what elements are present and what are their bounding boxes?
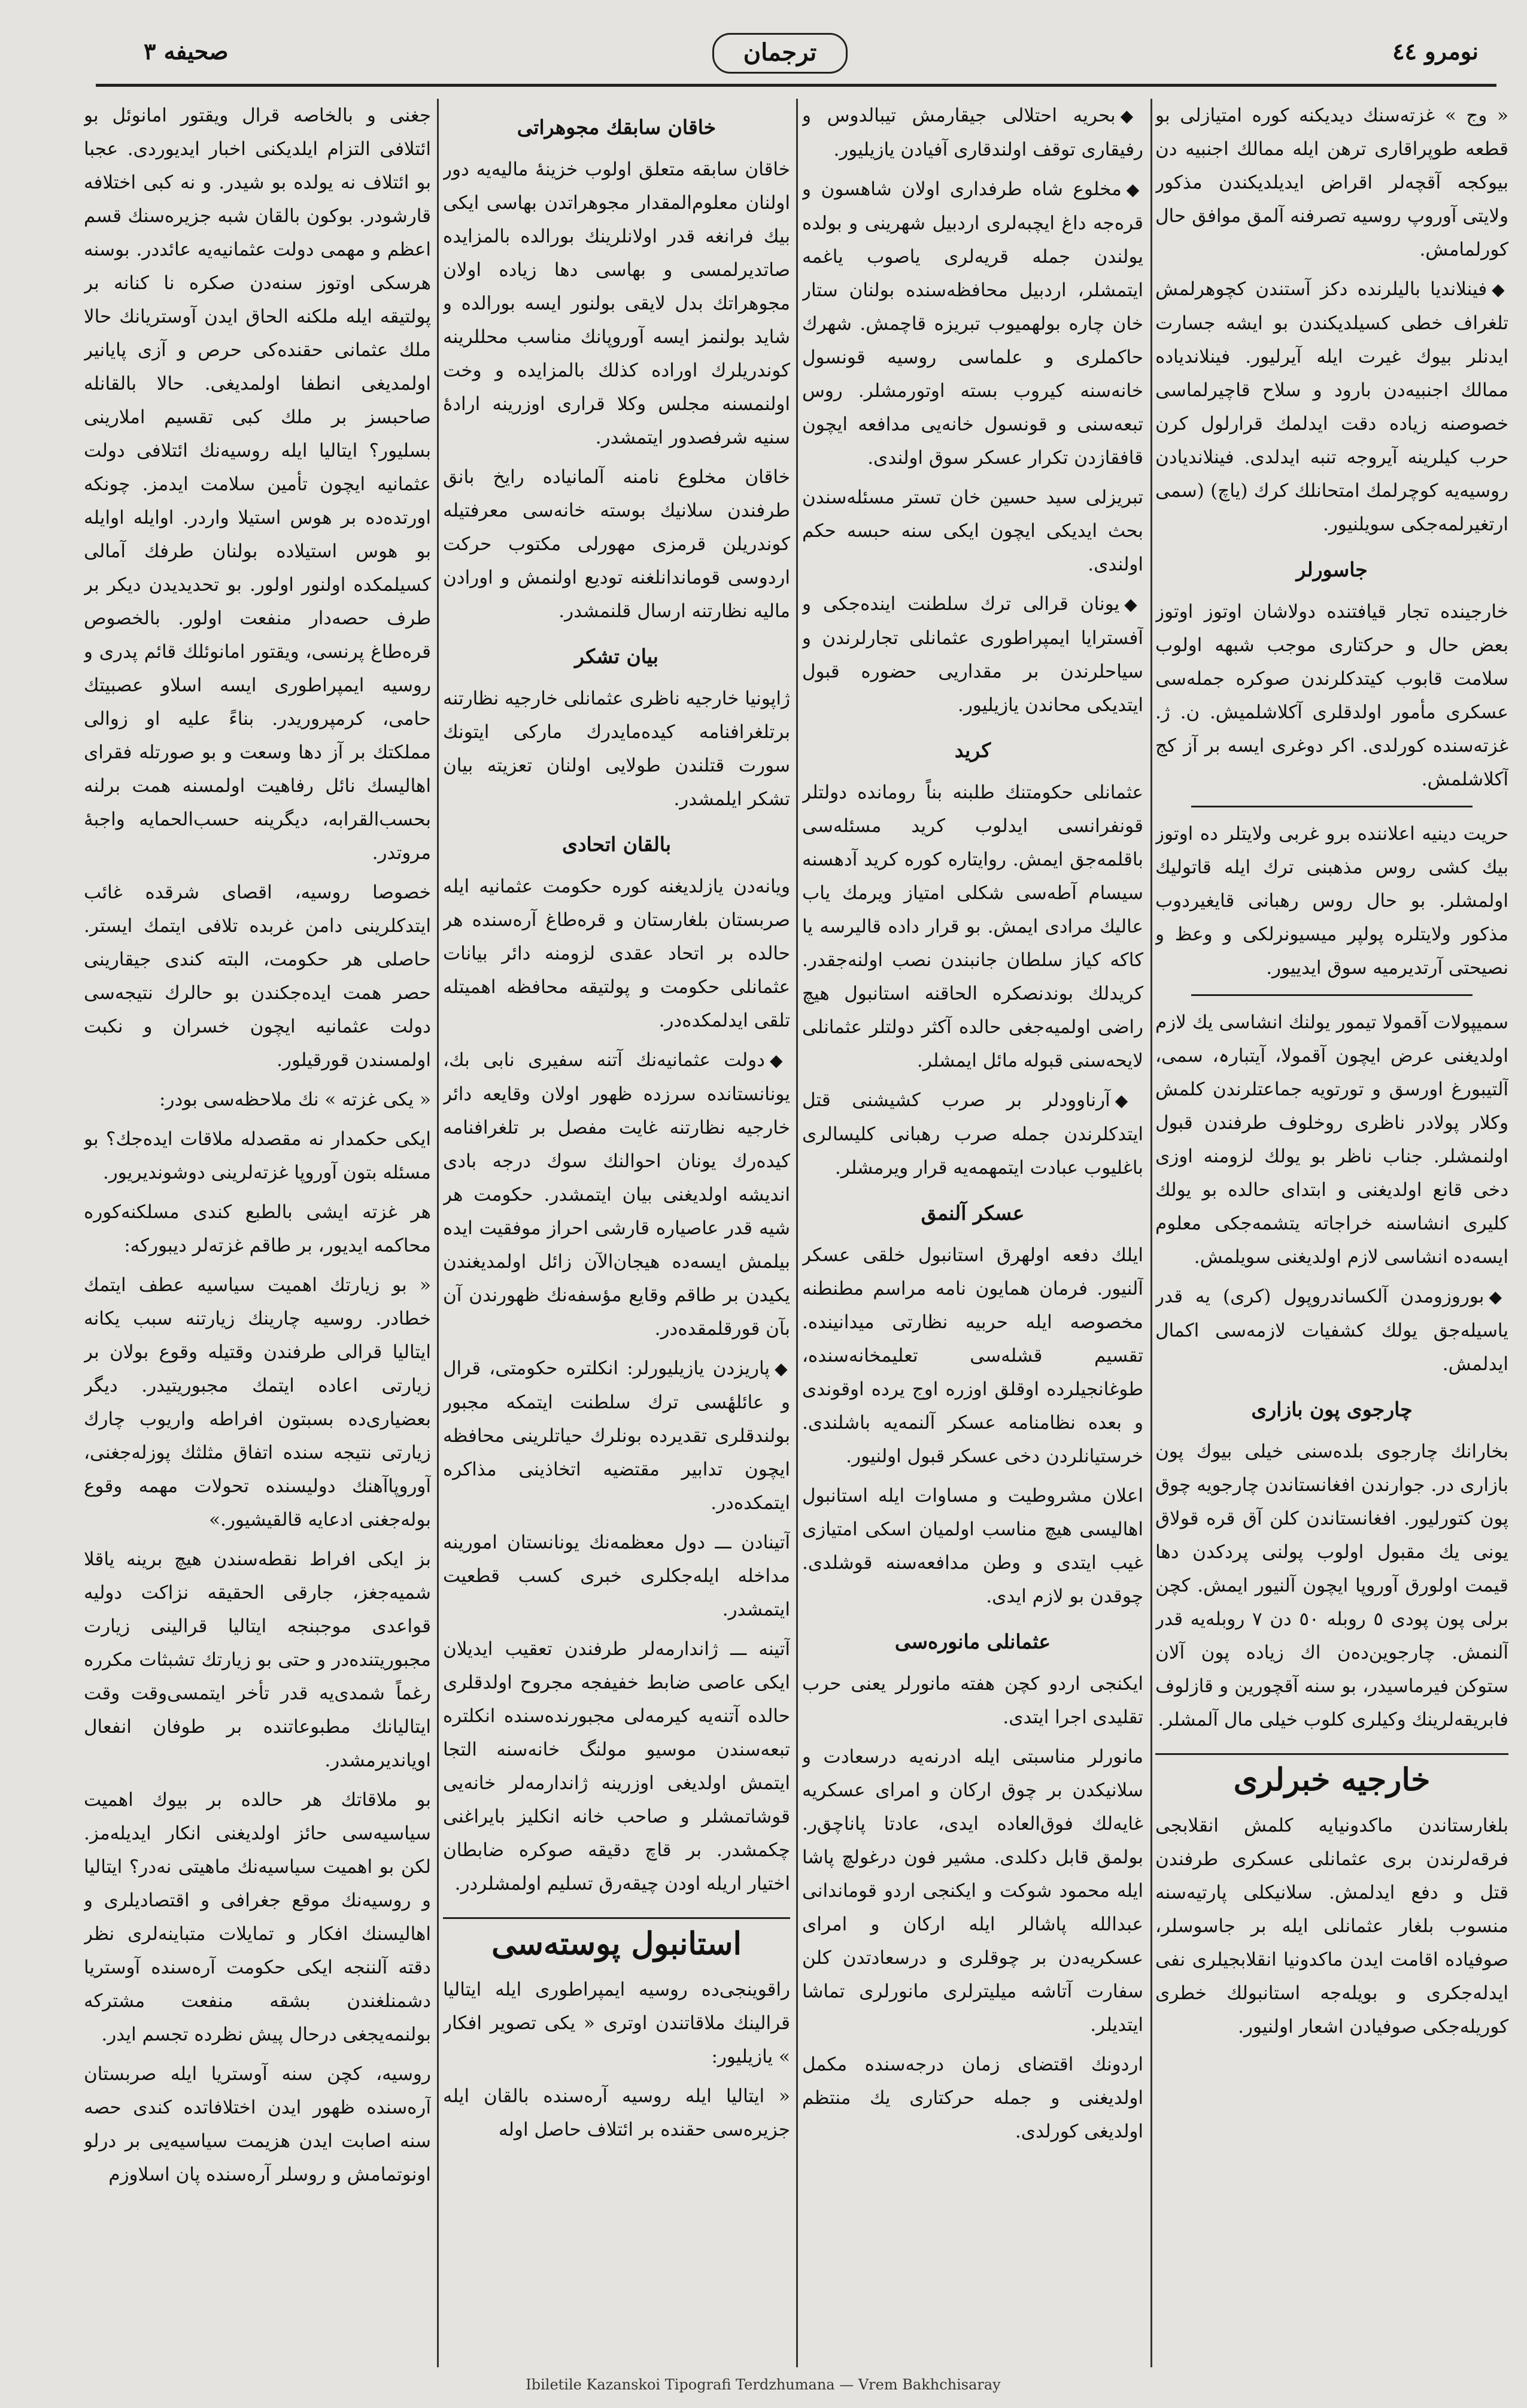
paragraph: هر غزته ایشی بالطبع کندی مسلکنه‌کوره محاکمه ایدیور، بر طاقم غزته‌لر دیبورکه: [84,1201,431,1256]
page-number: صحیفه ٣ [144,38,229,65]
paragraph: « وج » غزته‌سنك دیدیکنه کوره امتیازلی بو قطعه طوپراقاری ترهن ایله ممالك اجنبیه دن بیوکجه آقچه‌لر اقراض ایدیلدیکندن مذکور ولایتی آوروپ روسیه تصرفنه آلمق موافق حال کورلمامش. [1155,105,1508,260]
diamond-icon: ◆ [1492,280,1508,299]
column-2 [802,99,1143,2367]
section-banner: استانبول پوسته‌سی [443,1917,790,1961]
masthead-rule [96,84,1496,87]
paragraph: آتینادن ـــ دول معظمه‌نك یونانستان امورینه مداخله ایله‌جکلری خبری کسب قطعیت ایتمشدر. [443,1532,790,1620]
section-heading: چارجوی پون بازاری [1251,1398,1413,1421]
paragraph [802,172,1143,475]
column-divider [1150,99,1152,2367]
paragraph-text: یونان قرالی ترك سلطنت اینده‌جکی و آفسترایا ایمپراطوری عثمانلی تجارلرندن و سیاحلرندن بر مقداریی حضوره قبول ایتدیکی محاندن یازیلیور. [802,593,1143,716]
paragraph: ایکنجی اردو کچن هفته مانورلر یعنی حرب تقلیدی اجرا ایتدی. [802,1673,1143,1728]
paragraph-text: پاریزدن یازیلیورلر: انکلتره حکومتی، قرال و عائلهٔسی ترك سلطنت ایتمکه مجبور بولندقلری تقدیرده بونلرك حیاتلرینی محافظه ایچون تدابیر مقتضیه اتخاذینی مذاکره ایتمکده‌در. [443,1358,790,1514]
paragraph-text: مخلوع شاه طرفداری اولان شاهسون و قره‌جه داغ ایچبه‌لری اردبیل شهرینی و بولده یولندن جمله قریه‌لری یاصوب یاغمه ایتمشلر، اردبیل محافظه‌سنده بولنان ستار خان چاره بولهمیوب تبریزه قاچمش. شهرك حاکملری و علماسی روسیه قونسول خانه‌سنه کیروب بسته اوتورمشلر. روس تبعه‌سنی و قونسول خانه‌یی مدافعه ایچون قافقازدن تکرار عسکر سوق اولندی. [802,178,1143,469]
section-heading: عثمانلی مانوره‌سی [894,1630,1051,1653]
paragraph: « ایتالیا ایله روسیه آرەسنده بالقان ایله جزیره‌سی حقنده بر ائتلاف حاصل اوله [443,2085,790,2140]
paragraph [443,1352,790,1520]
paragraph [802,99,1143,166]
paragraph: جغنی و بالخاصه قرال ویقتور امانوئل بو ائتلافی التزام ایلدیکنی اخبار ایدیوردی. عجبا بو ائتلاف نه یولده بو شیدر. و نه کبی اختلافه قارشودر. بوکون بالقان شبه جزیره‌سنك قسم اعظم و مهمی دولت عثمانیه‌یه عائددر. بوسنه هرسکی اوتوز سنه‌دن صکره نا کنانه بر پولتیقه ایله ملکنه الحاق ایدن آوستریانك حالا ملك عثمانی حقنده‌کی حرص و آزی پایانیر اولمدیغی انطفا اولمدیغی. حالا بالقانله صاحبسز بر ملك کبی تقسیم املارینی بسلیور؟ ایتالیا ایله روسیه‌نك ائتلافی دولت عثمانیه ایچون تأمین سلامت ایدمز. چونکه اورتده‌ده بر هوس استیلا واردر. اوایله اوایله بو هوس استیلاده بولنان طرفك آمالی کسیلمکده اولنور اولور. بو تحدیدیدن دیکر بر طرف حصه‌دار منفعت اولور. بالخصوص قره‌طاغ پرنسی، ویقتور امانوئلك قائم پدری و روسیه ایمپراطوری ایسه اسلاو عصبیتك حامی، کرمپروریدر. بناءً علیه او زوالی مملکتك بر آز دها وسعت و بو صورتله فقرای اهالیسك نائل رفاهیت اولمسنه همت برلنه بحسب‌القرابه، دیگرینه حسب‌الحمایه واجبهٔ مروتدر. [84,105,431,864]
section-heading: عسکر آلنمق [921,1201,1025,1225]
paragraph-text: فینلاندیا بالیلرنده دکز آستندن کچوهرلمش تلغراف خطی کسیلدیکندن بو ایشه جسارت ایدنلر بیوك غیرت ایله آیرلیور. فینلاندیاده ممالك اجنبیه‌دن بارود و سلاح قاچیرلماسی خصوصنه زیاده دقت ایدلمك قرارلول کرن حرب کیلرینه آیروجه تنبه ایدلدی. فینلاندیادن روسیه‌یه کوچرلمك امتحانلك کرك (یاچ) (سمی ارتغیرلمه‌جکی سویلنیور. [1155,278,1508,535]
paragraph-text: بحریه احتلالی جیقارمش تیبالدوس و رفیقاری توقف اولندقاری آفیادن یازیلیور. [802,105,1143,160]
diamond-icon: ◆ [1126,180,1143,199]
section-heading: جاسورلر [1296,558,1368,581]
paragraph: مانورلر مناسبتی ایله ادرنه‌یه درسعادت و سلانیکدن بر چوق ارکان و امرای عسکریه غایه‌لك فوق‌العاده ایدی، عادتا پاناچق‌ر. بولمق قابل دکلدی. مشیر فون درغولچ پاشا ایله محمود شوکت و ایکنجی اردو قوماندانی عبدالله پاشالر ایله ارکان و امرای عسکریه‌دن بر چوقلری و درسعادتدن کلن سفارت آتاشه میلیترلری مانورلری تماشا ایتدیلر. [802,1746,1143,2036]
paragraph: حریت دینیه اعلاننده برو غربی ولایتلر ده اوتوز بیك کشی روس مذهبنی ترك ایله قاتولیك اولمشلر. بو حال روس رهبانی قایغیردوب مذکور ولایتلره پولپر میسیونرلکی و وعظ و نصیحتی آرتدیرمیه سوق ایدییور. [1155,823,1508,979]
section-heading: کرید [954,739,991,762]
paragraph: آتینه ـــ ژاندارمه‌لر طرفندن تعقیب ایدیلان ایکی عاصی ضابط خفیفجه مجروح اولدقلری حالده آتنه‌یه کیرمه‌لی مجبورنده‌سنده انکلتره تبعه‌سندن موسیو مولنگ خانه‌سنه التجا ایتمش اولدیغی اوزرینه ژاندارمه‌لر خانه‌یی قوشاتمشلر و صاحب خانه انکلیز بایراغنی چکمشدر. بر قاچ دقیقه صوکره ضابطان اختیار اریله اودن چیقه‌رق تسلیم اولمشلردر. [443,1638,790,1894]
paragraph: ویانه‌دن یازلدیغنه کوره حکومت عثمانیه ایله صربستان بلغارستان و قره‌طاغ آرەسنده هر حالده بر اتحاد عقدی لزومنه دائر بیانات عثمانلی حکومت و پولتیقه محافظه اهمیتله تلقی ایدلمکده‌در. [443,876,790,1031]
paragraph: ایلك دفعه اولهرق استانبول خلقی عسکر آلنیور. فرمان همایون نامه مراسم مطنطنه مخصوصه ایله حربیه نظارتی میدانینده. تقسیم قشله‌سی تعلیمخانه‌سنده، طوغانجیلرده اوقلق اوزره اوج یرده اوقوندی و بعده نظامنامه عسکر آلنمه‌یه باشلندی. خرستیانلردن دخی عسکر قبول اولنیور. [802,1244,1143,1467]
divider [1191,994,1473,996]
diamond-icon: ◆ [769,1050,790,1070]
diamond-icon: ◆ [1124,594,1143,614]
paragraph: سمیپولات آقمولا تیمور یولنك انشاسی یك لازم اولدیغنی عرض ایچون آقمولا، آیتبارہ، سمی، آلتیبورغ اورسق و تورتویه جماعتلرندن کلمش وکلار پولادر ناظری روخلوف طرفندن قبول اولنمشلر. جناب ناظر بو یولك لزومنه اوزی دخی قانع اولدیغنی و ابتدای حالده بو یولك کلیری انشاسنه خراجاته یتشمه‌جکی معلوم ایسه‌ده انشاسی لازم اولدیغنی سویلمش. [1155,1012,1508,1268]
paragraph [802,1083,1143,1185]
paragraph: ژاپونیا خارجیه ناظری عثمانلی خارجیه نظارتنه برتلغرافنامه کیده‌مایدرك مارکی ایتونك سورت قتلندن طولایی اولنان تعزیته بیان تشکر ایلمشدر. [443,688,790,810]
paragraph: بز ایکی افراط نقطه‌سندن هیچ برینه یاقلا شمیه‌جغز، جارقی الحقیقه نزاکت دولیه قواعدی موجبنجه ایتالیا قرالینی زیارت مجبوریتنده‌در و حتی بو زیارتك تشبثات مکرره رغماً شمدی‌یه قدر تأخر ایتمسی‌وقت وقت ایتالیانك مطبوعاتنده بر طوفان انفعال اویاندیرمشدر. [84,1548,431,1771]
diamond-icon: ◆ [1120,106,1143,126]
issue-number: نومرو ٤٤ [1392,38,1479,65]
divider [1191,806,1473,807]
paragraph-text: آرناوودلر بر صرب کشیشنی قتل ایتدکلرندن جمله صرب رهبانی کلیسالری باغلیوب عبادت ایتمهمه‌یه قرار ویرمشلر. [802,1089,1143,1179]
section-heading: بیان تشکر [575,645,658,668]
newspaper-title: ترجمان [712,33,848,74]
paragraph: خارجینده تجار قیافتنده دولاشان اوتوز اوتوز بعض حال و حرکتاری موجب شبهه اولوب سلامت قابوب کیتدکلرندن صوکره جمله‌سی عسکری مأمور اولدقلری آکلاشلمیش. ن. ژ. غزته‌سنده کورلدی. اکر دوغری ایسه بر آز کج آکلاشلمش. [1155,601,1508,790]
column-3 [443,99,790,2367]
paragraph: « بو زیارتك اهمیت سیاسیه عطف ایتمك خطادر. روسیه چارینك زیارتنه سبب یکانه ایتالیا قرالی طرفندن وقتیله وقوع بولان بر زیارتی اعاده ایتمك مجبوریتیدر. دیگر بعضیاری‌ده بسبتون افراطه واریوب چارك زیارتی نتیجه سنده اتفاق مثلثك پوزله‌جغنی، آوروپاآهنك دولیسنده تحولات مهمه وقوع بوله‌جغنی ادعایه قالقیشیور.» [84,1274,431,1531]
diamond-icon: ◆ [775,1359,790,1378]
paragraph-text: بوروزومدن آلکساندروپول (کری) یه قدر یاسیله‌جق یولك کشفیات لازمه‌سی اکمال ایدلمش. [1155,1286,1508,1375]
diamond-icon: ◆ [1489,1287,1508,1307]
paragraph: راقوینجی‌ده روسیه ایمپراطوری ایله ایتالیا قرالینك ملاقاتندن اوتری « یکی تصویر افکار » یازیلیور: [443,1979,790,2067]
paragraph: بلغارستاندن ماکدونیایه کلمش انقلابجی فرقه‌لرندن بری عثمانلی عسکری طرفندن قتل و دفع ایدلمش. سلانیکلی پارتیه‌سنه منسوب بلغار عثمانلی ایله بر جاسوسلر، صوفیاده اقامت ایدن ماکدونیا انقلابجیلری نفی ایدله‌جکری و بویله‌جه استانبولك خطری کوریله‌جکی صوفیادن اشعار اولنیور. [1155,1815,1508,2037]
paragraph: عثمانلی حکومتنك طلبنه بناً رومانده دولتلر قونفرانسی ایدلوب کرید مسئله‌سی باقلمه‌جق ایمش. روایتاره کوره کرید آدهسنه سیسام آطه‌سی شکلی امتیاز ویرمك یاب عالیك مرادی ایمش. بو قرار داده قالیرسه یا کاکه کیاز سلطان جانبندن نصب اولنه‌جقدر. کریدلك بوندنصکره الحاقنه استانبول هیچ راضی اولمیه‌جغی حالده آکثر دولتلر عثمانلی لایحه‌سنی قبوله مائل ایمشلر. [802,782,1143,1071]
column-divider [437,99,439,2367]
paragraph [802,587,1143,722]
paragraph [1155,1280,1508,1381]
section-banner: خارجیه خبرلری [1155,1753,1508,1797]
paragraph: بو ملاقاتك هر حالده بر بیوك اهمیت سیاسیه‌سی حائز اولدیغنی انکار ایدیله‌مز. لکن بو اهمیت سیاسیه‌نك ماهیتی نه‌در؟ ایتالیا و روسیه‌نك موقع جغرافی و اقتصادیلری و اهالیسنك افکار و تمایلات متباینه‌لری نظر دقته آلننجه ایکی حکومت آرەسنده آوستریا دشمنلغندن بشقه منفعت مشترکه بولنمه‌یجغی درحال پیش نظرده تجسم ایدر. [84,1789,431,2045]
printer-footer: Ibiletile Kazanskoi Tipografi Terdzhumana — Vrem Bakhchisaray [526,2376,1001,2393]
paragraph-text: دولت عثمانیه‌نك آتنه سفیری نابی بك، یونانستانده سرزده ظهور اولان وقایعه دائر خارجیه نظارتنه غایت مفصل بر تلغرافنامه کیده‌رك یونان احوالنك سوك درجه بادی اندیشه اولدیغنی بیان ایتمشدر. حکومت هر شیه قدر عاصیاره قارشی احراز موفقیت ایده بیلمش ایسه‌ده هیجان‌الآن زائل اولمدیغندن یکیدن بر طاقم وقایع مؤسفه‌نك ظهورندن آن بآن قورقلمقده‌در. [443,1049,790,1340]
paragraph: خاقان سابقه متعلق اولوب خزینهٔ مالیه‌یه دور اولنان معلوم‌المقدار مجوهراتدن بهاسی ایکی بیك فرانغه قدر اولانلرینك بورالده بالمزایده صاتدیرلمسی و بهاسی دها زیاده اولان مجوهراتك بدل لایقی بولنور ایسه بورالده و شاید بولنمز ایسه آوروپانك مناسب محللرینه کوندریلرك اوراده کذلك بالمزایده و وخت اولنمسنه مجلس وکلا قراری اوزرینه ارادهٔ سنیه شرفصدور ایتمشدر. [443,159,790,448]
section-heading: خاقان سابقك مجوهراتی [517,116,717,139]
column-1 [1155,99,1508,2367]
section-heading: بالقان اتحادی [562,833,671,856]
paragraph: روسیه، کچن سنه آوستریا ایله صربستان آرەسنده ظهور ایدن اختلافاتده کندی حصه سنه اصابت ایدن هزیمت سیاسیه‌یی بر درلو اونوتمامش و روسلر آرەسنده پان اسلاوزم [84,2063,431,2185]
paragraph [1155,272,1508,541]
paragraph [443,1043,790,1346]
paragraph: بخارانك چارجوی بلده‌سنی خیلی بیوك پون بازاری در. جوارندن افغانستاندن چارجویه چوق پون کتورلیور. افغانستاندن کلن آق قره قولاق یونی یك مقبول اولوب پولنی پردکدن دها قیمت اولورق آوروپا ایچون آلنیور ایمش. کچن برلی پون پودی ٥ روبله ٥٠ دن ٧ روبله‌یه قدر آلنمش. چارجوین‌ده‌ن اك زیاده پون آلان ستوکن فیرماسیدر، بو سنه آقچورین و قازلوف فابریقه‌لرینك وکیلری کلوب خیلی مال آلمشلر. [1155,1441,1508,1730]
paragraph: ایکی حکمدار نه مقصدله ملاقات ایده‌جك؟ بو مسئله بتون آوروپا غزته‌لرینی دوشوندیریور. [84,1128,431,1183]
masthead [24,33,1502,75]
paragraph: اردونك اقتضای زمان درجه‌سنده مکمل اولدیغنی و جمله حرکتاری یك منتظم اولدیغی کورلدی. [802,2054,1143,2142]
column-4 [84,99,431,2367]
paragraph: خصوصا روسیه، اقصای شرقده غائب ایتدکلرینی دامن غربده تلافی ایتمك ایستر. حاصلی هر حکومت، البته کندی جیقارینی حصر همت ایده‌جکندن بو حالرك نتیجه‌سی دولت عثمانیه ایچون خسران و نکبت اولمسندن قورقیلور. [84,882,431,1071]
paragraph: اعلان مشروطیت و مساوات ایله استانبول اهالیسی هیچ مناسب اولمیان اسکی امتیازی غیب ایتدی و وطن مدافعه‌سنه قوشلدی. چوقدن بو لازم ایدی. [802,1485,1143,1607]
diamond-icon: ◆ [1115,1091,1143,1110]
paragraph: خاقان مخلوع نامنه آلمانیاده رایخ بانق طرفندن سلانیك بوسته خانه‌سی معرفتیله کوندریلن قرمزی مهورلی مکتوب حرکت اردوسی قوماندانلغنه تودیع اولنمش و اورادن مالیه نظارتنه ارسال قلنمشدر. [443,466,790,622]
column-divider [796,99,798,2367]
paragraph: « یکی غزته » نك ملاحظه‌سی بودر: [159,1089,431,1110]
paragraph: تبریزلی سید حسین خان تستر مسئله‌سندن بحث ایدیکی ایچون ایکی سنه حبسه حکم اولندی. [802,487,1143,575]
